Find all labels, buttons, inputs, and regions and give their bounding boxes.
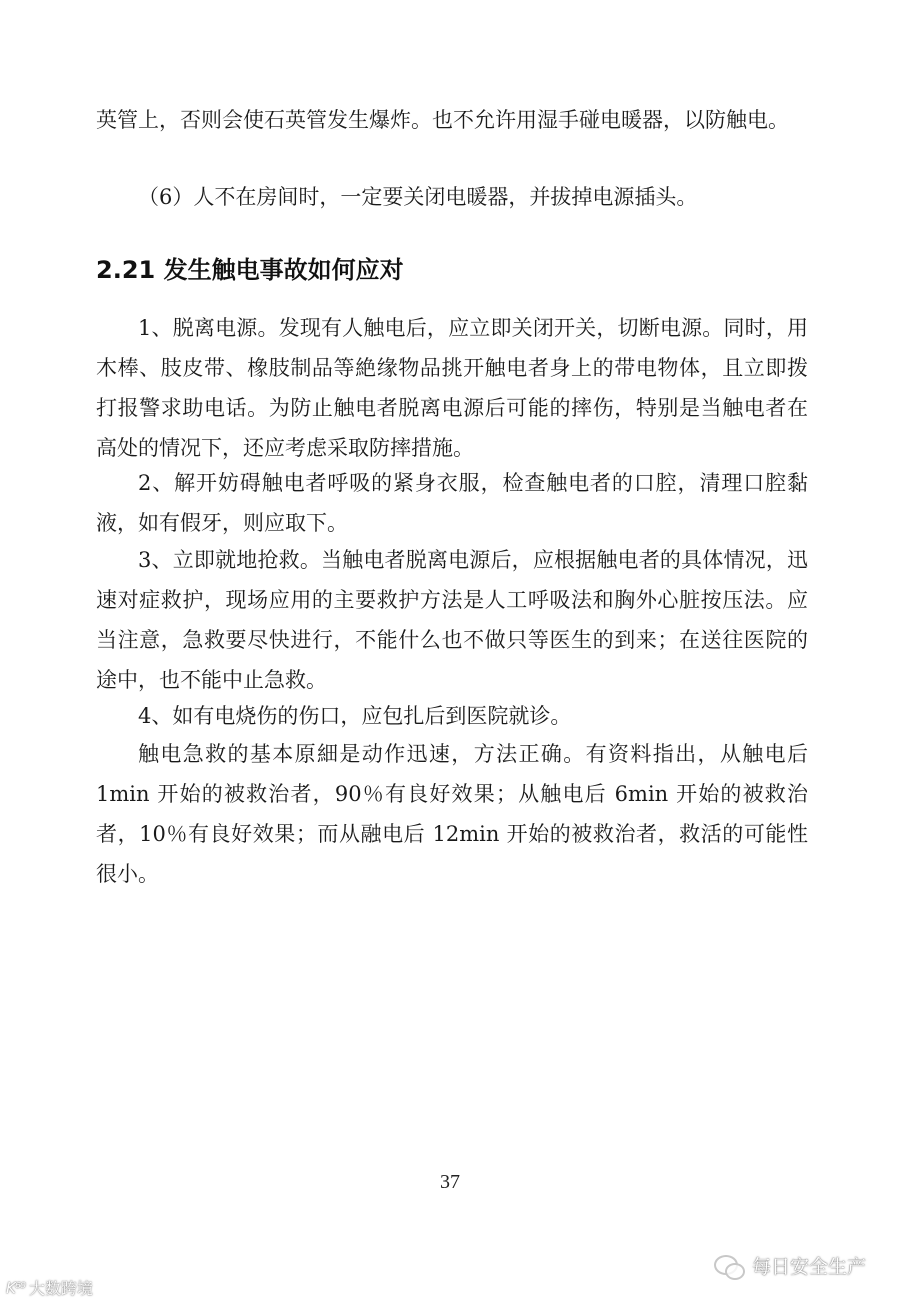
- list-item-6: （6）人不在房间时，一定要关闭电暖器，并拔掉电源插头。: [138, 185, 698, 209]
- brand-logo-icon: K⁶⁰: [6, 1278, 25, 1297]
- watermark-left-text: 大数跨境: [28, 1279, 93, 1298]
- paragraph-step-4: 4、如有电烧伤的伤口，应包扎后到医院就诊。: [138, 704, 572, 728]
- watermark-right: [714, 1252, 866, 1279]
- watermark-right-text: 每日安全生产: [751, 1256, 866, 1278]
- wechat-icon: [714, 1253, 744, 1279]
- paragraph-step-3: 3、立即就地抢救。当触电者脱离电源后，应根据触电者的具体情况，迅速对症救护，现场应用的主要救护方法是人工呼吸法和胸外心脏按压法。应当注意，急救要尽快进行，不能什么也不做只等医生的到来；在送往医院的途中，也不能中止急救。: [96, 548, 808, 692]
- paragraph-step-2: 2、解开妨碍触电者呼吸的紧身衣服，检查触电者的口腔，清理口腔黏液，如有假牙，则应取下。: [96, 471, 808, 535]
- paragraph-principle: 触电急救的基本原細是动作迅速，方法正确。有资料指出，从触电后 1min 开始的被救治者，90％有良好效果；从触电后 6min 开始的被救治者，10％有良好效果；而从融电后 12min 开始的被救治者，救活的可能性很小。: [96, 742, 808, 886]
- section-heading: 2.21 发生触电事故如何应对: [96, 256, 404, 284]
- continuation-paragraph: 英管上，否则会使石英管发生爆炸。也不允许用湿手碰电暖器，以防触电。: [96, 108, 789, 132]
- watermark-left: [6, 1276, 93, 1299]
- page-number: 37: [440, 1171, 460, 1193]
- paragraph-step-1: 1、脱离电源。发现有人触电后，应立即关闭开关，切断电源。同时，用木棒、肢皮带、橡肢制品等絶缘物品挑开触电者身上的带电物体，且立即拨打报警求助电话。为防止触电者脱离电源后可能的摔伤，特别是当触电者在高处的情况下，还应考虑采取防摔措施。: [96, 316, 808, 460]
